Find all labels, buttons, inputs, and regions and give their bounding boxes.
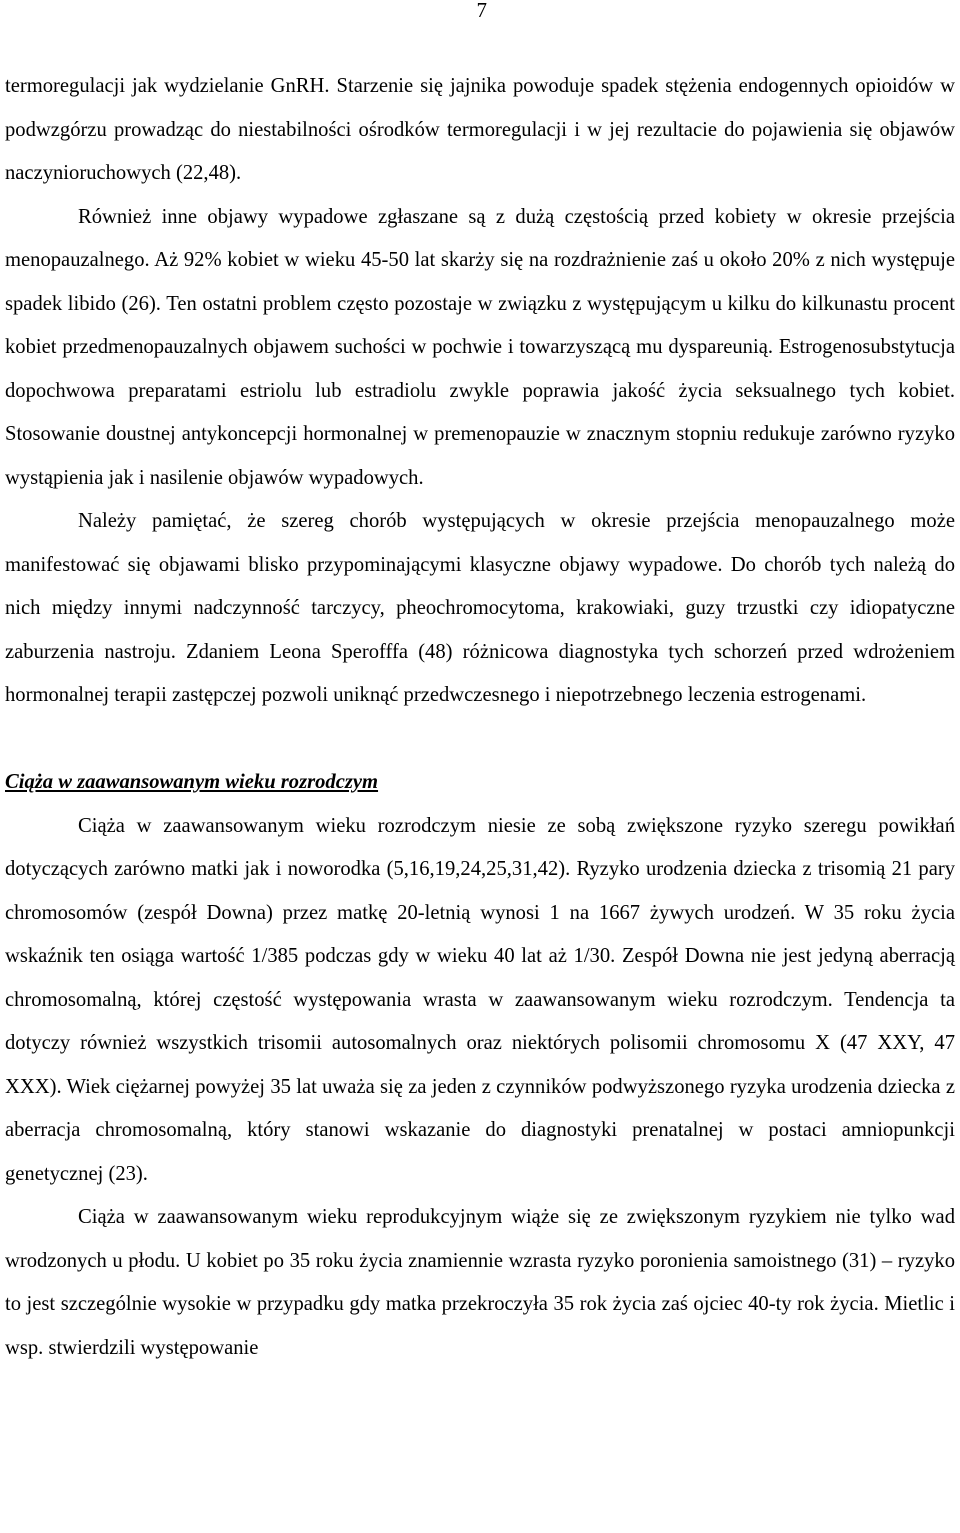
paragraph-5: Ciąża w zaawansowanym wieku reprodukcyjnym wiąże się ze zwiększonym ryzykiem nie tylko wad wrodzonych u płodu. U kobiet po 35 roku życia znamiennie wzrasta ryzyko poronienia samoistnego (31) – ryzyko to jest szczególnie wysokie w przypadku gdy matka przekroczyła 35 rok życia zaś ojciec 40-ty rok życia. Mietlic i wsp. stwierdzili występowanie — [5, 1206, 955, 1359]
section-heading: Ciąża w zaawansowanym wieku rozrodczym — [5, 771, 379, 793]
paragraph-1: termoregulacji jak wydzielanie GnRH. Starzenie się jajnika powoduje spadek stężenia endogennych opioidów w podwzgórzu prowadząc do niestabilności ośrodków termoregulacji i w jej rezultacie do pojawienia się objawów naczynioruchowych (22,48). — [5, 75, 955, 184]
paragraph-4: Ciąża w zaawansowanym wieku rozrodczym niesie ze sobą zwiększone ryzyko szeregu powikłań dotyczących zarówno matki jak i noworodka (5,16,19,24,25,31,42). Ryzyko urodzenia dziecka z trisomią 21 pary chromosomów (zespół Downa) przez matkę 20-letnią wynosi 1 na 1667 żywych urodzeń. W 35 roku życia wskaźnik ten osiąga wartość 1/385 podczas gdy w wieku 40 lat aż 1/30. Zespół Downa nie jest jedyną aberracją chromosomalną, której częstość występowania wrasta w zaawansowanym wieku rozrodczym. Tendencja ta dotyczy również wszystkich trisomii autosomalnych oraz niektórych polisomii chromosomu X (47 XXY, 47 XXX). Wiek ciężarnej powyżej 35 lat uważa się za jeden z czynników podwyższonego ryzyka urodzenia dziecka z aberracja chromosomalną, który stanowi wskazanie do diagnostyki prenatalnej w postaci amniopunkcji genetycznej (23). — [5, 814, 955, 1185]
paragraph-3: Należy pamiętać, że szereg chorób występujących w okresie przejścia menopauzalnego może manifestować się objawami blisko przypominającymi klasyczne objawy wypadowe. Do chorób tych należą do nich między innymi nadczynność tarczycy, pheochromocytoma, krakowiaki, guzy trzustki czy idiopatyczne zaburzenia nastroju. Zdaniem Leona Sperofffa (48) różnicowa diagnostyka tych schorzeń przed wdrożeniem hormonalnej terapii zastępczej pozwoli uniknąć przedwczesnego i niepotrzebnego leczenia estrogenami. — [5, 510, 955, 706]
paragraph-2: Również inne objawy wypadowe zgłaszane są z dużą częstością przed kobiety w okresie przejścia menopauzalnego. Aż 92% kobiet w wieku 45-50 lat skarży się na rozdrażnienie zaś u około 20% z nich występuje spadek libido (26). Ten ostatni problem często pozostaje w związku z występującym u kilku do kilkunastu procent kobiet przedmenopauzalnych objawem suchości w pochwie i towarzyszącą mu dyspareunią. Estrogenosubstytucja dopochwowa preparatami estriolu lub estradiolu zwykle poprawia jakość życia seksualnego tych kobiet. Stosowanie doustnej antykoncepcji hormonalnej w premenopauzie w znacznym stopniu redukuje zarówno ryzyko wystąpienia jak i nasilenie objawów wypadowych. — [5, 205, 955, 489]
page-number: 7 — [476, 0, 487, 22]
document-body — [5, 65, 955, 1370]
